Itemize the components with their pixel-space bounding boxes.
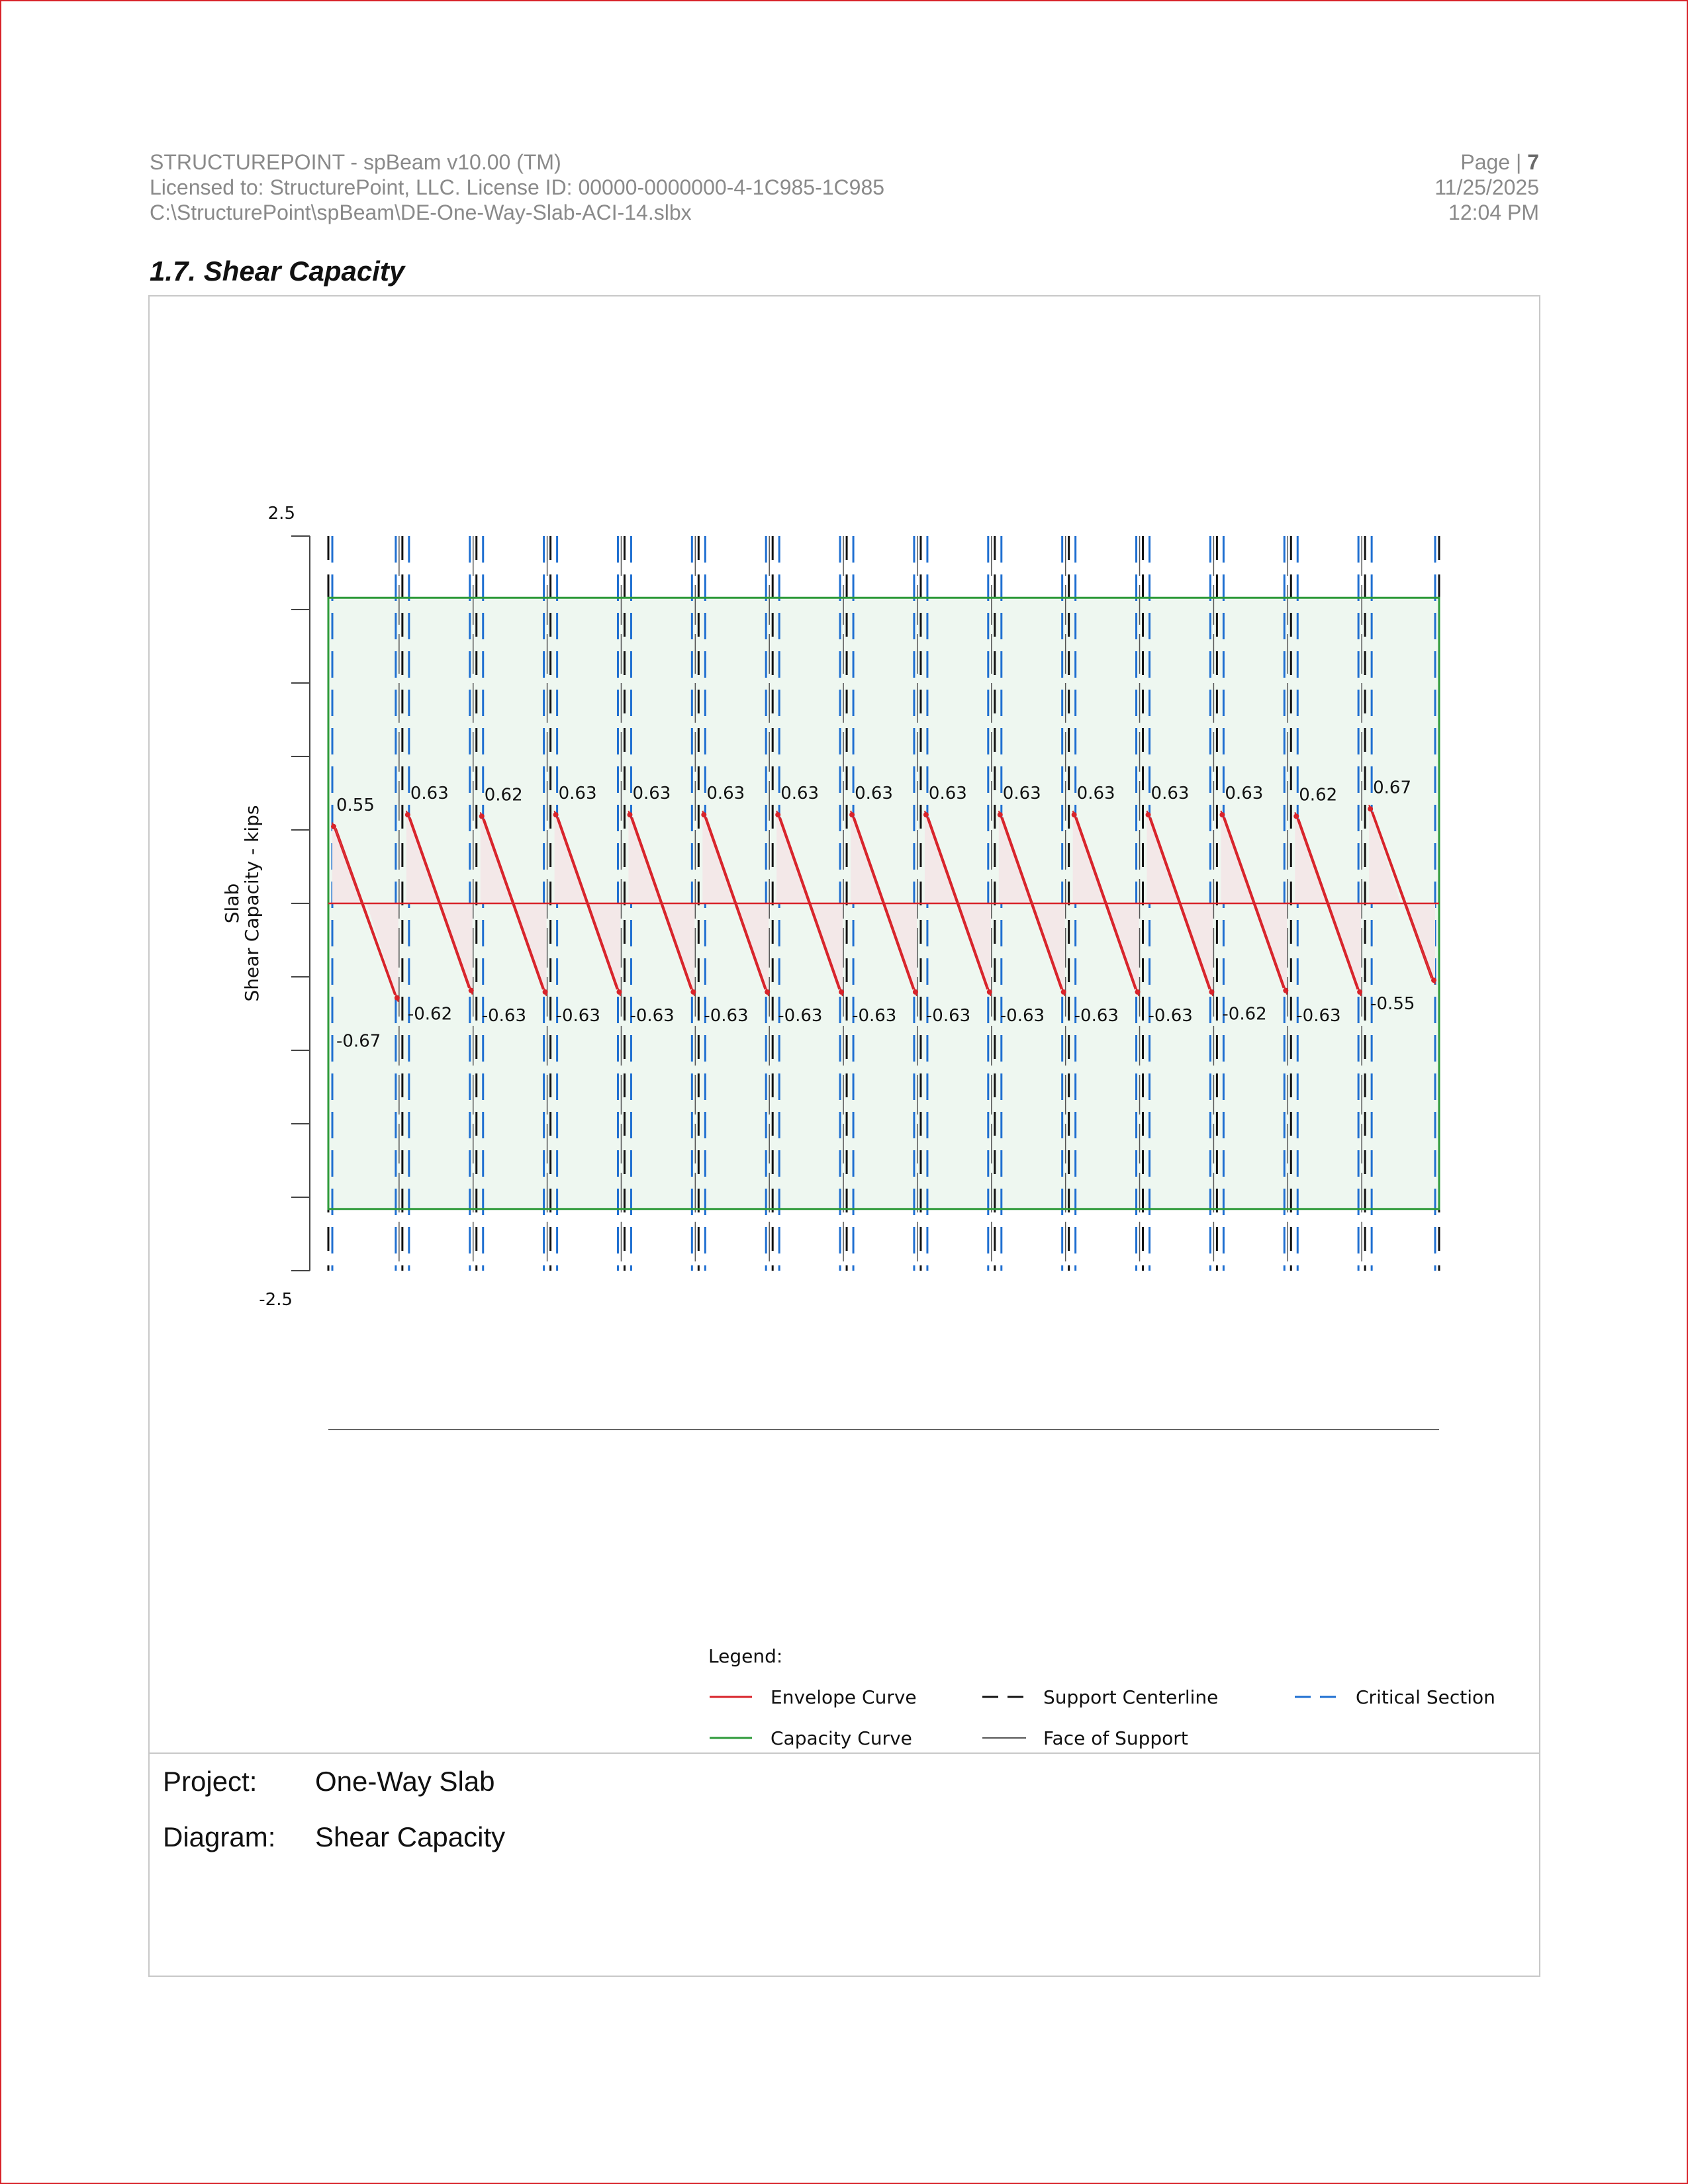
envelope-point-negative	[543, 989, 548, 995]
envelope-point-negative	[1061, 989, 1066, 995]
envelope-point-positive	[405, 812, 410, 817]
envelope-label-positive: 0.63	[558, 784, 597, 804]
envelope-label-negative: -0.63	[704, 1005, 749, 1026]
project-label: Project:	[163, 1766, 258, 1797]
diagram-value: Shear Capacity	[315, 1821, 506, 1852]
report-time: 12:04 PM	[1448, 201, 1539, 224]
envelope-label-positive: 0.63	[1225, 784, 1264, 804]
envelope-label-positive: 0.62	[1299, 785, 1338, 805]
envelope-label-positive: 0.55	[336, 795, 375, 815]
envelope-label-negative: -0.67	[336, 1031, 381, 1052]
envelope-label-negative: -0.63	[630, 1005, 675, 1026]
diagram-label: Diagram:	[163, 1821, 276, 1852]
envelope-point-positive	[479, 813, 485, 819]
envelope-label-negative: -0.63	[852, 1005, 897, 1026]
report-date: 11/25/2025	[1434, 175, 1539, 199]
y-tick-label-max: 2.5	[267, 504, 295, 523]
envelope-point-negative	[987, 989, 992, 995]
envelope-label-positive: 0.63	[780, 784, 820, 804]
legend-envelope-label: Envelope Curve	[771, 1686, 917, 1708]
envelope-point-positive	[701, 812, 706, 817]
file-path: C:\StructurePoint\spBeam\DE-One-Way-Slab-ACI-14.slbx	[150, 201, 692, 224]
envelope-label-negative: -0.62	[1222, 1004, 1267, 1024]
y-axis-label-line1: Slab	[221, 883, 243, 924]
page-label: Page |	[1460, 150, 1528, 174]
envelope-point-positive	[1368, 806, 1373, 811]
envelope-point-positive	[1219, 812, 1225, 817]
envelope-label-positive: 0.63	[855, 784, 893, 804]
envelope-point-negative	[1431, 978, 1436, 983]
envelope-label-positive: 0.63	[706, 784, 745, 804]
envelope-label-positive: 0.63	[632, 784, 671, 804]
legend-face-label: Face of Support	[1043, 1727, 1188, 1749]
envelope-label-positive: 0.63	[1076, 784, 1115, 804]
software-name: STRUCTUREPOINT - spBeam v10.00 (TM)	[150, 150, 561, 174]
envelope-point-negative	[839, 989, 844, 995]
envelope-label-negative: -0.63	[1074, 1005, 1119, 1026]
envelope-point-positive	[627, 812, 632, 817]
envelope-point-negative	[765, 989, 770, 995]
envelope-label-positive: 0.62	[484, 785, 523, 805]
envelope-point-negative	[1209, 989, 1214, 995]
legend-capacity-label: Capacity Curve	[771, 1727, 912, 1749]
envelope-point-positive	[998, 812, 1003, 817]
envelope-point-negative	[913, 989, 918, 995]
legend-support-label: Support Centerline	[1043, 1686, 1219, 1708]
y-tick-label-min: -2.5	[259, 1290, 293, 1310]
envelope-label-negative: -0.63	[1296, 1005, 1341, 1026]
envelope-point-positive	[1293, 813, 1299, 819]
envelope-point-negative	[1283, 988, 1288, 993]
page-number: 7	[1527, 150, 1539, 174]
envelope-label-negative: -0.63	[555, 1005, 600, 1026]
envelope-label-negative: -0.62	[407, 1004, 453, 1024]
envelope-label-negative: -0.63	[1000, 1005, 1045, 1026]
section-title: 1.7. Shear Capacity	[150, 255, 405, 287]
project-value: One-Way Slab	[315, 1766, 495, 1797]
legend-critical-label: Critical Section	[1356, 1686, 1495, 1708]
legend-clip-mask	[150, 1754, 1538, 1760]
envelope-point-negative	[395, 995, 400, 1001]
envelope-label-negative: -0.63	[481, 1005, 527, 1026]
license-info: Licensed to: StructurePoint, LLC. License ID: 00000-0000000-4-1C985-1C985	[150, 175, 885, 199]
envelope-label-negative: -0.55	[1370, 994, 1415, 1015]
legend-title: Legend:	[708, 1645, 783, 1667]
envelope-label-positive: 0.63	[1150, 784, 1190, 804]
footer-separator	[148, 1752, 1539, 1754]
envelope-point-negative	[616, 989, 622, 995]
envelope-point-negative	[1135, 989, 1141, 995]
envelope-label-positive: 0.63	[410, 784, 449, 804]
envelope-point-positive	[1072, 812, 1077, 817]
envelope-label-negative: -0.63	[925, 1005, 971, 1026]
envelope-point-positive	[1146, 812, 1151, 817]
envelope-point-positive	[553, 812, 559, 817]
envelope-point-positive	[849, 812, 855, 817]
envelope-point-positive	[775, 812, 780, 817]
project-row	[163, 1766, 495, 1797]
envelope-label-negative: -0.63	[778, 1005, 823, 1026]
envelope-point-negative	[469, 988, 474, 993]
envelope-label-positive: 0.63	[928, 784, 967, 804]
y-axis-label-line2: Shear Capacity - kips	[241, 805, 263, 1002]
envelope-label-positive: 0.67	[1373, 778, 1412, 798]
envelope-point-positive	[331, 824, 336, 829]
envelope-point-negative	[1357, 989, 1362, 995]
envelope-label-negative: -0.63	[1148, 1005, 1193, 1026]
envelope-point-negative	[690, 989, 696, 995]
envelope-label-positive: 0.63	[1002, 784, 1041, 804]
envelope-point-positive	[923, 812, 929, 817]
diagram-row	[163, 1821, 505, 1853]
